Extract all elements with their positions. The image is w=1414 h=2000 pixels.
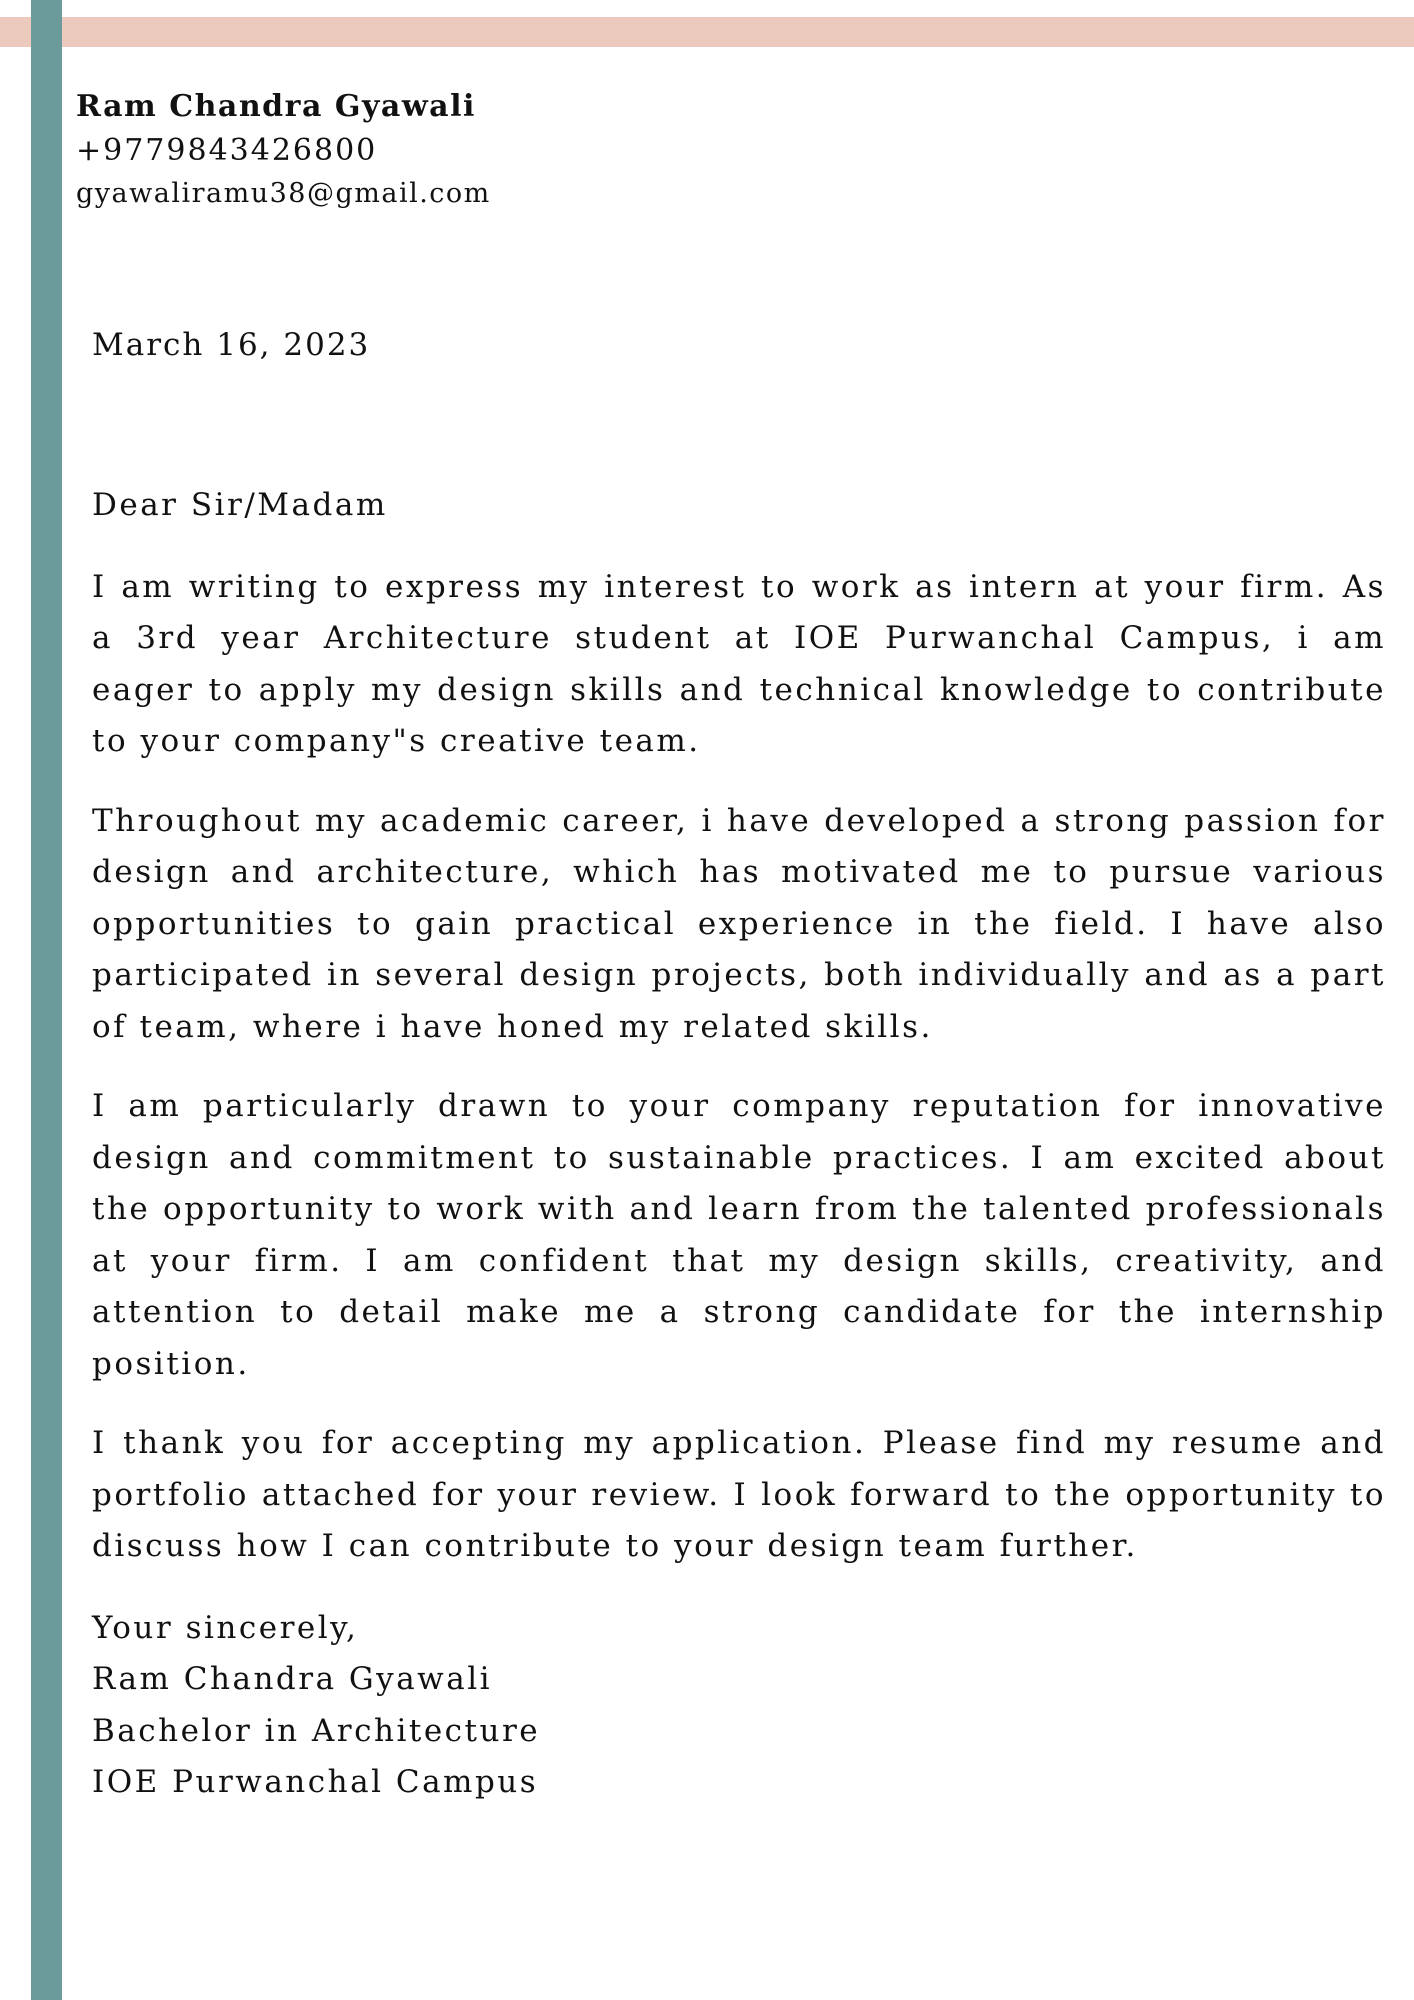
paragraph-1: I am writing to express my interest to work as intern at your firm. As a 3rd year Architecture student at IOE Purwanchal Campus, i am eager to apply my design skills and technical knowledge to contribute to your company"s creative team. bbox=[92, 568, 1386, 759]
paragraph-4: I thank you for accepting my application. Please find my resume and portfolio attached for your review. I look forward to the opportunity to discuss how I can contribute to your design team further. bbox=[92, 1425, 1386, 1564]
sender-email: gyawaliramu38@gmail.com bbox=[76, 178, 491, 209]
signature-name: Ram Chandra Gyawali bbox=[92, 1661, 493, 1697]
sender-name: Ram Chandra Gyawali bbox=[76, 89, 476, 124]
closing-phrase: Your sincerely, bbox=[92, 1609, 359, 1646]
paragraph-3: I am particularly drawn to your company reputation for innovative design and commitment to sustainable practices. I am excited about the opportunity to work with and learn from the talented professionals at your firm. I am confident that my design skills, creativity, and attention to detail make me a strong candidate for the internship position. bbox=[92, 1088, 1386, 1382]
side-accent-bar bbox=[31, 0, 62, 2000]
top-accent-band bbox=[0, 17, 1414, 47]
sender-header bbox=[76, 86, 976, 214]
letter-body bbox=[92, 480, 1386, 1809]
closing-block bbox=[92, 1603, 1386, 1809]
signature-institution: IOE Purwanchal Campus bbox=[92, 1764, 539, 1800]
sender-phone: +9779843426800 bbox=[76, 133, 378, 168]
paragraph-2: Throughout my academic career, i have developed a strong passion for design and architecture, which has motivated me to pursue various opportunities to gain practical experience in the field. I have also participated in several design projects, both individually and as a part of team, where i have honed my related skills. bbox=[92, 802, 1386, 1045]
letter-date: March 16, 2023 bbox=[92, 327, 371, 363]
signature-degree: Bachelor in Architecture bbox=[92, 1712, 541, 1749]
salutation: Dear Sir/Madam bbox=[92, 487, 388, 523]
